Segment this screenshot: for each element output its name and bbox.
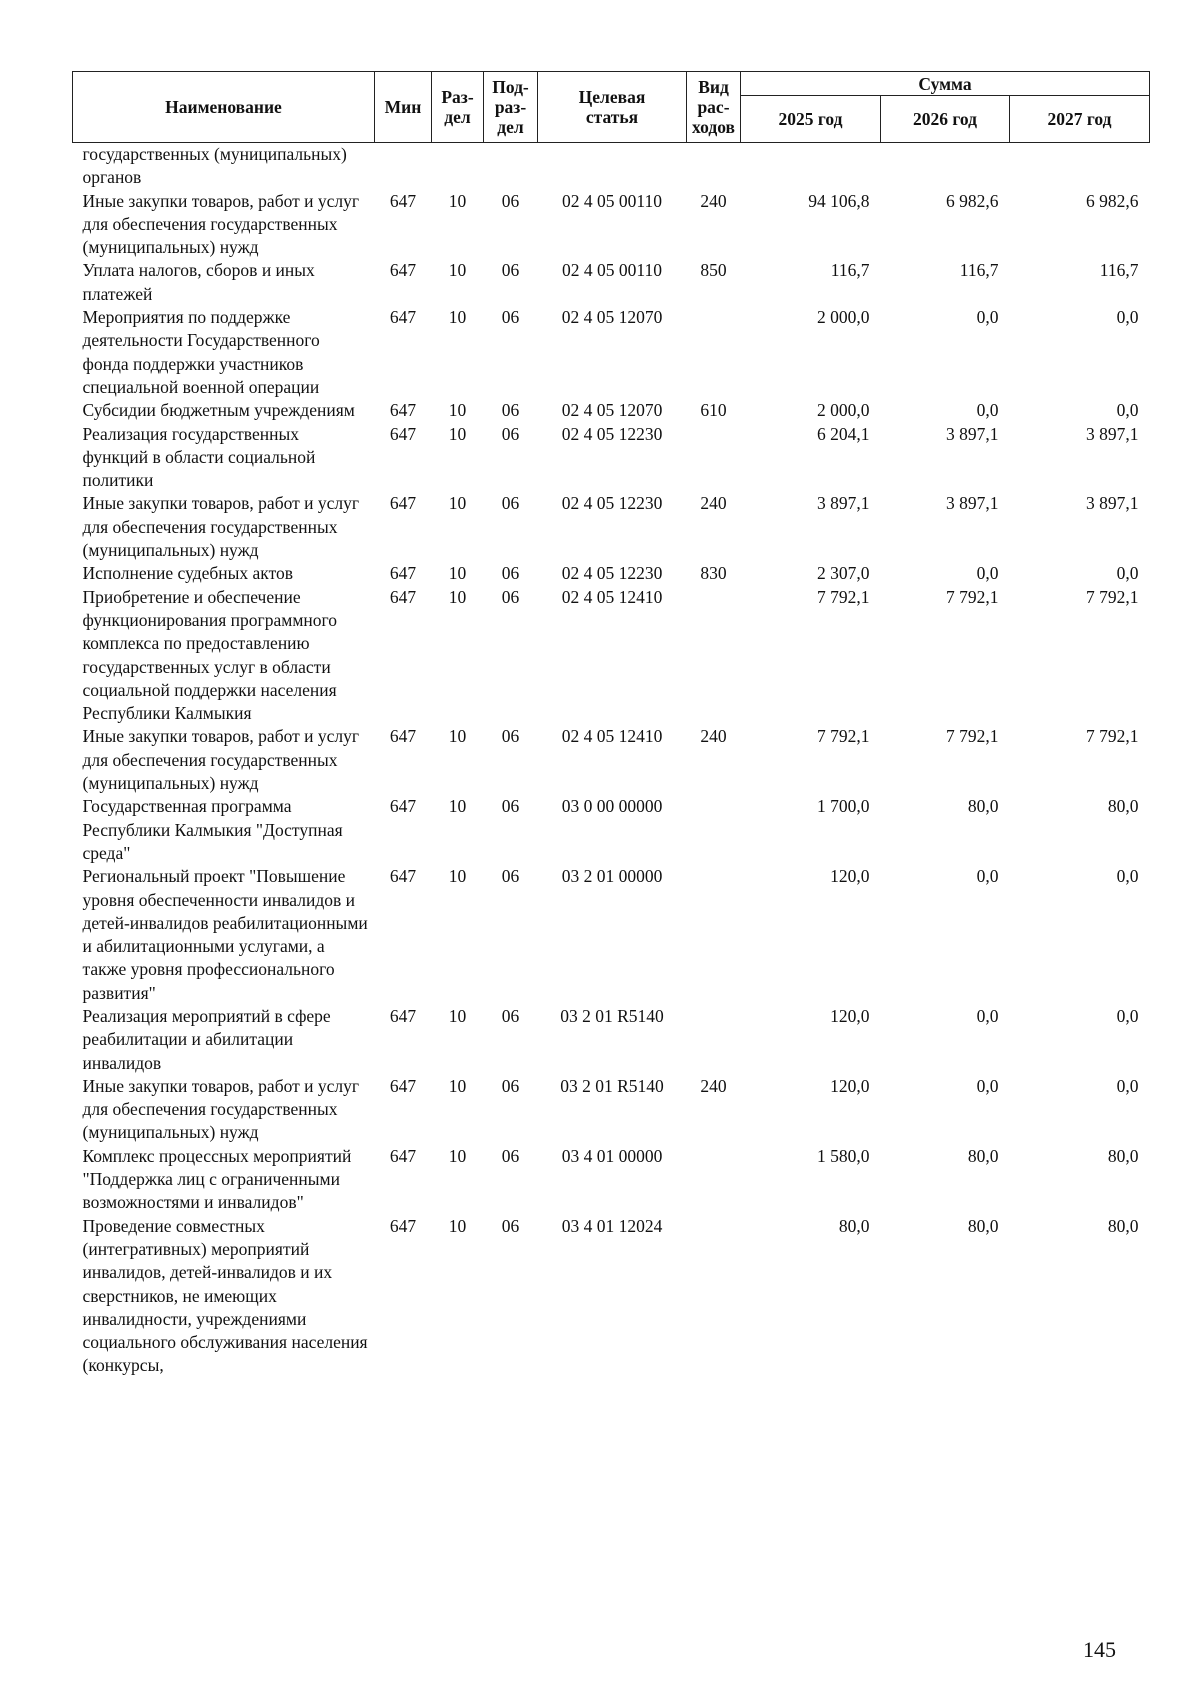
cell-sum-2025: 6 204,1 — [817, 423, 870, 444]
cell-podrazdel: 06 — [501, 1215, 520, 1236]
cell-sum-2027: 3 897,1 — [1086, 423, 1139, 444]
cell-name: Исполнение судебных актов — [82, 563, 294, 584]
cell-podrazdel: 06 — [501, 493, 520, 514]
cell-sum-2025: 1 580,0 — [817, 1145, 870, 1166]
cell-min: 647 — [389, 400, 417, 421]
cell-razdel: 10 — [448, 190, 467, 211]
cell-sum-2026 — [881, 143, 1010, 190]
cell-razdel: 10 — [448, 1145, 467, 1166]
table-row — [73, 259, 1150, 306]
cell-sum-2027: 0,0 — [1116, 307, 1139, 328]
header-year-2026: 2026 год — [881, 96, 1010, 143]
cell-razdel: 10 — [448, 866, 467, 887]
cell-min: 647 — [389, 1075, 417, 1096]
cell-sum-2025: 7 792,1 — [817, 726, 870, 747]
cell-razdel: 10 — [448, 1075, 467, 1096]
cell-podrazdel: 06 — [501, 1145, 520, 1166]
cell-sum-2025: 3 897,1 — [817, 493, 870, 514]
cell-name: Региональный проект "Повышение уровня обеспеченности инвалидов и детей-инвалидов реабилитационными и абилитационными услугами, а также уровня профессионального развития" — [82, 866, 368, 1003]
table-row — [73, 190, 1150, 260]
cell-vid-rashodov — [687, 1145, 741, 1215]
cell-celevaya-statya: 02 4 05 12230 — [561, 423, 663, 444]
cell-name: Иные закупки товаров, работ и услуг для обеспечения государственных (муниципальных) нужд — [82, 1075, 360, 1143]
cell-sum-2026: 7 792,1 — [946, 726, 999, 747]
cell-sum-2027: 80,0 — [1107, 1215, 1139, 1236]
cell-sum-2025: 116,7 — [830, 260, 870, 281]
cell-razdel: 10 — [448, 423, 467, 444]
cell-sum-2027 — [1010, 143, 1150, 190]
cell-vid-rashodov — [687, 1005, 741, 1075]
cell-min: 647 — [389, 726, 417, 747]
cell-razdel: 10 — [448, 1215, 467, 1236]
cell-celevaya-statya: 02 4 05 12410 — [561, 586, 663, 607]
cell-min: 647 — [389, 493, 417, 514]
table-row — [73, 423, 1150, 493]
header-razdel: Раз- дел — [432, 72, 484, 143]
cell-sum-2026: 3 897,1 — [946, 423, 999, 444]
cell-celevaya-statya: 02 4 05 12070 — [561, 307, 663, 328]
cell-name: Реализация государственных функций в области социальной политики — [82, 423, 316, 491]
cell-vid-rashodov — [687, 306, 741, 399]
cell-min: 647 — [389, 1215, 417, 1236]
cell-sum-2027: 0,0 — [1116, 563, 1139, 584]
table-row — [73, 399, 1150, 422]
cell-podrazdel: 06 — [501, 260, 520, 281]
budget-table — [72, 71, 1150, 1378]
cell-min: 647 — [389, 1145, 417, 1166]
table-row — [73, 586, 1150, 726]
cell-vid-rashodov: 240 — [700, 493, 727, 514]
cell-min: 647 — [389, 423, 417, 444]
cell-sum-2027: 7 792,1 — [1086, 586, 1139, 607]
cell-celevaya-statya: 02 4 05 12410 — [561, 726, 663, 747]
table-body — [73, 143, 1150, 1378]
cell-sum-2025: 2 000,0 — [817, 307, 870, 328]
cell-sum-2026: 80,0 — [967, 796, 999, 817]
cell-podrazdel: 06 — [501, 586, 520, 607]
cell-razdel: 10 — [448, 260, 467, 281]
table-header — [73, 72, 1150, 143]
cell-sum-2026: 0,0 — [976, 563, 999, 584]
cell-razdel: 10 — [448, 726, 467, 747]
header-name: Наименование — [73, 72, 375, 143]
table-row — [73, 725, 1150, 795]
cell-sum-2026: 3 897,1 — [946, 493, 999, 514]
cell-celevaya-statya: 02 4 05 12230 — [561, 563, 663, 584]
cell-celevaya-statya: 03 2 01 00000 — [561, 866, 663, 887]
table-row — [73, 1005, 1150, 1075]
cell-sum-2026: 80,0 — [967, 1145, 999, 1166]
table-row — [73, 1075, 1150, 1145]
header-year-2025: 2025 год — [741, 96, 881, 143]
cell-sum-2027: 0,0 — [1116, 1075, 1139, 1096]
cell-min: 647 — [389, 190, 417, 211]
cell-podrazdel: 06 — [501, 190, 520, 211]
cell-vid-rashodov: 240 — [700, 1075, 727, 1096]
cell-celevaya-statya: 03 2 01 R5140 — [560, 1075, 664, 1096]
cell-celevaya-statya: 03 0 00 00000 — [561, 796, 663, 817]
cell-podrazdel: 06 — [501, 1005, 520, 1026]
cell-podrazdel: 06 — [501, 1075, 520, 1096]
cell-sum-2026: 116,7 — [959, 260, 999, 281]
cell-vid-rashodov — [687, 143, 741, 190]
cell-podrazdel — [484, 143, 538, 190]
cell-name: государственных (муниципальных) органов — [82, 144, 347, 188]
cell-sum-2026: 0,0 — [976, 1075, 999, 1096]
cell-vid-rashodov: 610 — [700, 400, 727, 421]
header-podrazdel: Под- раз- дел — [484, 72, 538, 143]
cell-podrazdel: 06 — [501, 866, 520, 887]
cell-podrazdel: 06 — [501, 726, 520, 747]
cell-podrazdel: 06 — [501, 563, 520, 584]
cell-min: 647 — [389, 586, 417, 607]
cell-sum-2025: 94 106,8 — [808, 190, 870, 211]
cell-min — [375, 143, 432, 190]
cell-name: Приобретение и обеспечение функционирования программного комплекса по предоставлению государственных услуг в области социальной поддержки населения Республики Калмыкия — [82, 586, 338, 724]
cell-sum-2026: 6 982,6 — [946, 190, 999, 211]
header-year-2027: 2027 год — [1010, 96, 1150, 143]
cell-razdel: 10 — [448, 796, 467, 817]
cell-razdel — [432, 143, 484, 190]
cell-razdel: 10 — [448, 493, 467, 514]
cell-vid-rashodov: 240 — [700, 190, 727, 211]
cell-razdel: 10 — [448, 586, 467, 607]
cell-vid-rashodov — [687, 586, 741, 726]
cell-podrazdel: 06 — [501, 423, 520, 444]
cell-min: 647 — [389, 260, 417, 281]
cell-sum-2025: 1 700,0 — [817, 796, 870, 817]
cell-vid-rashodov: 830 — [700, 563, 727, 584]
cell-podrazdel: 06 — [501, 796, 520, 817]
cell-razdel: 10 — [448, 563, 467, 584]
cell-celevaya-statya: 03 2 01 R5140 — [560, 1005, 664, 1026]
cell-sum-2025: 7 792,1 — [817, 586, 870, 607]
cell-name: Комплекс процессных мероприятий "Поддержка лиц с ограниченными возможностями и инвалидов" — [82, 1145, 352, 1213]
cell-name: Государственная программа Республики Калмыкия "Доступная среда" — [82, 796, 343, 863]
cell-vid-rashodov — [687, 865, 741, 1005]
cell-celevaya-statya: 02 4 05 00110 — [562, 260, 662, 281]
cell-celevaya-statya: 03 4 01 12024 — [561, 1215, 663, 1236]
cell-vid-rashodov: 850 — [700, 260, 727, 281]
cell-sum-2025 — [741, 143, 881, 190]
cell-sum-2026: 0,0 — [976, 1005, 999, 1026]
cell-celevaya-statya: 02 4 05 00110 — [562, 190, 662, 211]
cell-sum-2026: 0,0 — [976, 866, 999, 887]
table-row — [73, 795, 1150, 865]
cell-min: 647 — [389, 563, 417, 584]
cell-razdel: 10 — [448, 1005, 467, 1026]
cell-name: Иные закупки товаров, работ и услуг для обеспечения государственных (муниципальных) нужд — [82, 493, 360, 561]
table-row — [73, 1145, 1150, 1215]
cell-sum-2027: 0,0 — [1116, 1005, 1139, 1026]
cell-sum-2025: 2 307,0 — [817, 563, 870, 584]
cell-sum-2026: 7 792,1 — [946, 586, 999, 607]
cell-sum-2025: 120,0 — [830, 866, 870, 887]
cell-name: Реализация мероприятий в сфере реабилитации и абилитации инвалидов — [82, 1005, 331, 1073]
cell-min: 647 — [389, 866, 417, 887]
cell-sum-2025: 120,0 — [830, 1075, 870, 1096]
cell-vid-rashodov — [687, 795, 741, 865]
cell-sum-2027: 0,0 — [1116, 400, 1139, 421]
cell-celevaya-statya — [538, 143, 687, 190]
table-row — [73, 562, 1150, 585]
header-min: Мин — [375, 72, 432, 143]
cell-name: Иные закупки товаров, работ и услуг для обеспечения государственных (муниципальных) нужд — [82, 190, 360, 258]
table-row — [73, 143, 1150, 190]
cell-sum-2027: 80,0 — [1107, 1145, 1139, 1166]
cell-sum-2027: 80,0 — [1107, 796, 1139, 817]
cell-vid-rashodov — [687, 423, 741, 493]
cell-razdel: 10 — [448, 307, 467, 328]
cell-celevaya-statya: 03 4 01 00000 — [561, 1145, 663, 1166]
cell-min: 647 — [389, 1005, 417, 1026]
cell-sum-2026: 0,0 — [976, 307, 999, 328]
cell-sum-2025: 2 000,0 — [817, 400, 870, 421]
header-vid-rashodov: Вид рас- ходов — [687, 72, 741, 143]
page-number: 145 — [1083, 1637, 1116, 1662]
table-row — [73, 1215, 1150, 1378]
cell-sum-2026: 0,0 — [976, 400, 999, 421]
cell-sum-2027: 6 982,6 — [1086, 190, 1139, 211]
cell-razdel: 10 — [448, 400, 467, 421]
cell-name: Субсидии бюджетным учреждениям — [82, 400, 355, 421]
cell-name: Уплата налогов, сборов и иных платежей — [82, 260, 315, 304]
cell-vid-rashodov — [687, 1215, 741, 1378]
header-summa: Сумма — [741, 72, 1150, 96]
cell-sum-2027: 3 897,1 — [1086, 493, 1139, 514]
table-row — [73, 865, 1150, 1005]
cell-min: 647 — [389, 307, 417, 328]
cell-podrazdel: 06 — [501, 400, 520, 421]
cell-sum-2027: 116,7 — [1099, 260, 1139, 281]
cell-podrazdel: 06 — [501, 307, 520, 328]
cell-min: 647 — [389, 796, 417, 817]
table-row — [73, 492, 1150, 562]
header-celevaya-statya: Целевая статья — [538, 72, 687, 143]
cell-celevaya-statya: 02 4 05 12230 — [561, 493, 663, 514]
cell-sum-2025: 120,0 — [830, 1005, 870, 1026]
cell-celevaya-statya: 02 4 05 12070 — [561, 400, 663, 421]
table-row — [73, 306, 1150, 399]
cell-name: Проведение совместных (интегративных) мероприятий инвалидов, детей-инвалидов и их сверстников, не имеющих инвалидности, учреждениями социального обслуживания населения (конкурсы, — [82, 1215, 368, 1376]
cell-sum-2027: 0,0 — [1116, 866, 1139, 887]
cell-name: Мероприятия по поддержке деятельности Государственного фонда поддержки участников специальной военной операции — [82, 307, 320, 397]
cell-sum-2025: 80,0 — [838, 1215, 870, 1236]
cell-vid-rashodov: 240 — [700, 726, 727, 747]
cell-sum-2027: 7 792,1 — [1086, 726, 1139, 747]
cell-name: Иные закупки товаров, работ и услуг для обеспечения государственных (муниципальных) нужд — [82, 726, 360, 794]
cell-sum-2026: 80,0 — [967, 1215, 999, 1236]
